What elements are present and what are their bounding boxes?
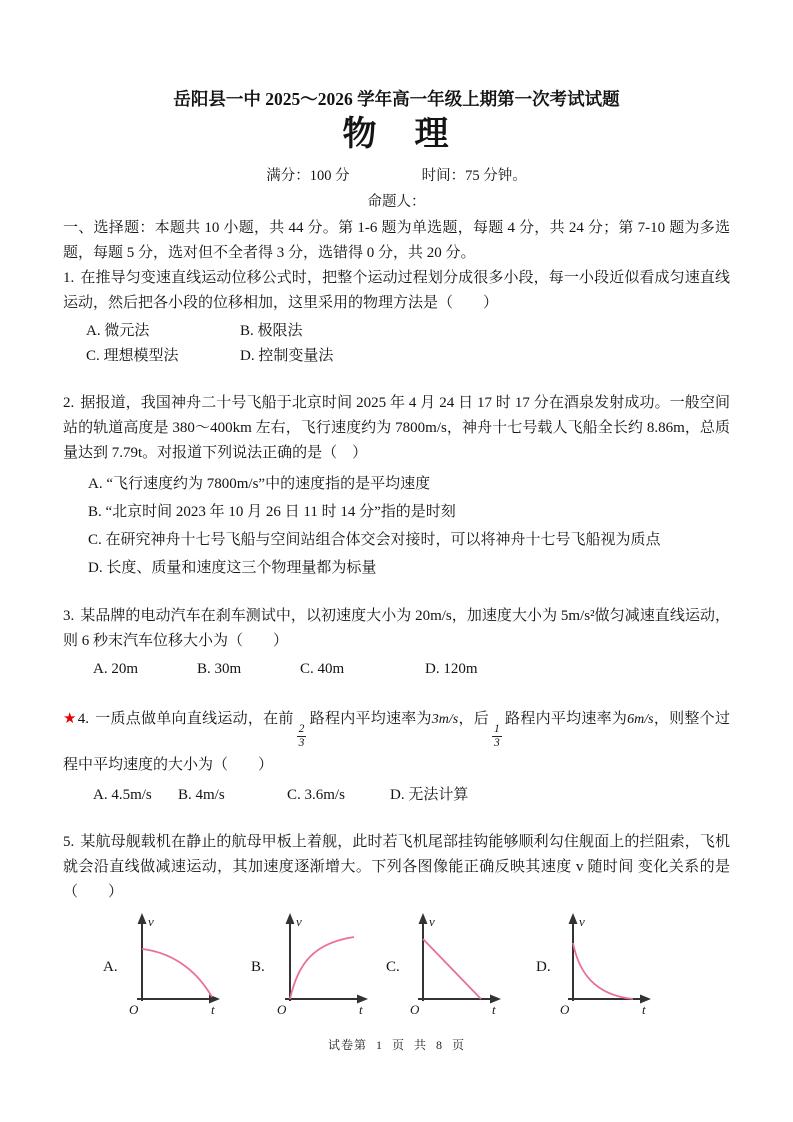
velocity-curve-concave-down-decreasing xyxy=(142,949,212,997)
subject-title: 物 理 xyxy=(342,116,451,153)
option-3d: D. 120m xyxy=(425,661,478,677)
v-axis-label: v xyxy=(296,914,302,930)
v-axis-label: v xyxy=(579,914,585,930)
option-1a: A. 微元法 xyxy=(86,323,150,339)
option-3b: B. 30m xyxy=(197,661,242,677)
fraction: $\frac{1}{3}$ xyxy=(494,723,500,750)
question-1-stem: 在推导匀变速直线运动位移公式时，把整个运动过程划分成很多小段，每一小段近似看成匀速直线运动，然后把各小段的位移相加，这里采用的物理方法是（ ） xyxy=(63,270,730,311)
question-5 xyxy=(63,830,730,1023)
question-3-number: 3. xyxy=(63,608,75,624)
question-1 xyxy=(63,266,730,369)
question-5-number: 5. xyxy=(63,834,75,851)
vt-graph xyxy=(409,911,505,1017)
t-axis-label: t xyxy=(211,1002,215,1018)
origin-label: O xyxy=(410,1002,420,1018)
question-2 xyxy=(63,391,730,582)
velocity-curve-concave-up-decreasing xyxy=(573,943,633,999)
v-axis-arrow-icon xyxy=(138,913,147,924)
graph-option-label: C. xyxy=(386,959,400,976)
question-1-number: 1. xyxy=(63,270,75,286)
origin-label: O xyxy=(129,1002,139,1018)
question-2-options xyxy=(63,470,730,582)
velocity-curve-concave-down-increasing xyxy=(290,937,354,999)
v-axis-label: v xyxy=(429,914,435,930)
math-value: 6m/s xyxy=(627,712,654,727)
vt-graph xyxy=(559,911,655,1017)
graph-option-label: D. xyxy=(536,959,551,976)
question-2-text xyxy=(63,391,730,466)
question-1-text xyxy=(63,266,730,316)
question-4 xyxy=(63,704,730,808)
duration-label: 时间：75 分钟。 xyxy=(421,168,527,184)
graph-option-label: A. xyxy=(103,959,118,976)
v-axis-label: v xyxy=(148,914,154,930)
question-5-text xyxy=(63,830,730,905)
option-1b: B. 极限法 xyxy=(240,323,303,339)
v-axis-arrow-icon xyxy=(419,913,428,924)
question-1-options xyxy=(63,319,730,369)
question-5-graphs xyxy=(63,911,730,1023)
exam-meta xyxy=(63,166,730,186)
option-2c: C. 在研究神舟十七号飞船与空间站组合体交会对接时，可以将神舟十七号飞船视为质点 xyxy=(88,532,661,548)
exam-title: 岳阳县一中 2025～2026 学年高一年级上期第一次考试试题 xyxy=(173,89,620,109)
question-3-options xyxy=(63,656,730,682)
velocity-curve-linear-decreasing xyxy=(423,939,481,999)
option-4a: A. 4.5m/s xyxy=(93,787,152,804)
option-1c: C. 理想模型法 xyxy=(86,348,179,364)
fraction: $\frac{2}{3}$ xyxy=(298,723,305,750)
v-axis-arrow-icon xyxy=(569,913,578,924)
v-axis-arrow-icon xyxy=(286,913,295,924)
full-score-label: 满分：100 分 xyxy=(266,168,350,184)
question-4-stem: 一质点做单向直线运动，在前 $\frac{2}{3}$ 路程内平均速率为3m/s，后 $\frac{1}{3}$ 路程内平均速率为6m/s，则整个过程中平均速度的大小为（ ） xyxy=(63,711,730,774)
option-4c: C. 3.6m/s xyxy=(287,787,345,804)
question-2-stem: 据报道，我国神舟二十号飞船于北京时间 2025 年 4 月 24 日 17 时 17 分在酒泉发射成功。一般空间站的轨道高度是 380～400km 左右，飞行速度约为 7800m/s，神舟十七号载人飞船全长约 8.86m，总质量达到 7.79t。对报道下列说法正确的是（ ） xyxy=(63,395,730,461)
option-3a: A. 20m xyxy=(93,661,138,677)
question-4-number: 4. xyxy=(77,711,89,727)
option-2d: D. 长度、质量和速度这三个物理量都为标量 xyxy=(88,560,377,576)
t-axis-label: t xyxy=(359,1002,363,1018)
question-5-stem: 某航母舰载机在静止的航母甲板上着舰，此时若飞机尾部挂钩能够顺利勾住舰面上的拦阻索，飞机就会沿直线做减速运动，其加速度逐渐增大。下列各图像能正确反映其速度 v 随时间 变化关系的是（ ） xyxy=(63,834,730,901)
origin-label: O xyxy=(560,1002,570,1018)
option-2a: A. “飞行速度约为 7800m/s”中的速度指的是平均速度 xyxy=(88,476,431,492)
proposer-label: 命题人： xyxy=(367,194,426,210)
question-4-text xyxy=(63,704,730,780)
question-4-options xyxy=(63,782,730,808)
question-2-number: 2. xyxy=(63,395,75,411)
question-3-text xyxy=(63,604,730,654)
origin-label: O xyxy=(277,1002,287,1018)
graph-option-label: B. xyxy=(251,959,265,976)
page-content xyxy=(63,88,730,1023)
t-axis-label: t xyxy=(492,1002,496,1018)
page-footer: 试卷第 1 页 共 8 页 xyxy=(327,1038,465,1052)
vt-graph xyxy=(128,911,224,1017)
section-intro: 一、选择题：本题共 10 小题，共 44 分。第 1-6 题为单选题，每题 4 分，共 24 分；第 7-10 题为多选题，每题 5 分，选对但不全者得 3 分，选错得 0 分，共 20 分。 xyxy=(63,220,730,261)
option-1d: D. 控制变量法 xyxy=(240,348,334,364)
vt-graph xyxy=(276,911,372,1017)
option-4d: D. 无法计算 xyxy=(390,787,469,804)
option-3c: C. 40m xyxy=(300,661,345,677)
option-4b: B. 4m/s xyxy=(178,787,225,804)
question-3 xyxy=(63,604,730,682)
option-2b: B. “北京时间 2023 年 10 月 26 日 11 时 14 分”指的是时刻 xyxy=(88,504,456,520)
t-axis-label: t xyxy=(642,1002,646,1018)
math-value: 3m/s xyxy=(431,712,459,727)
star-icon: ★ xyxy=(63,711,77,727)
question-3-stem: 某品牌的电动汽车在刹车测试中，以初速度大小为 20m/s，加速度大小为 5m/s²做匀减速直线运动，则 6 秒末汽车位移大小为（ ） xyxy=(63,608,730,649)
